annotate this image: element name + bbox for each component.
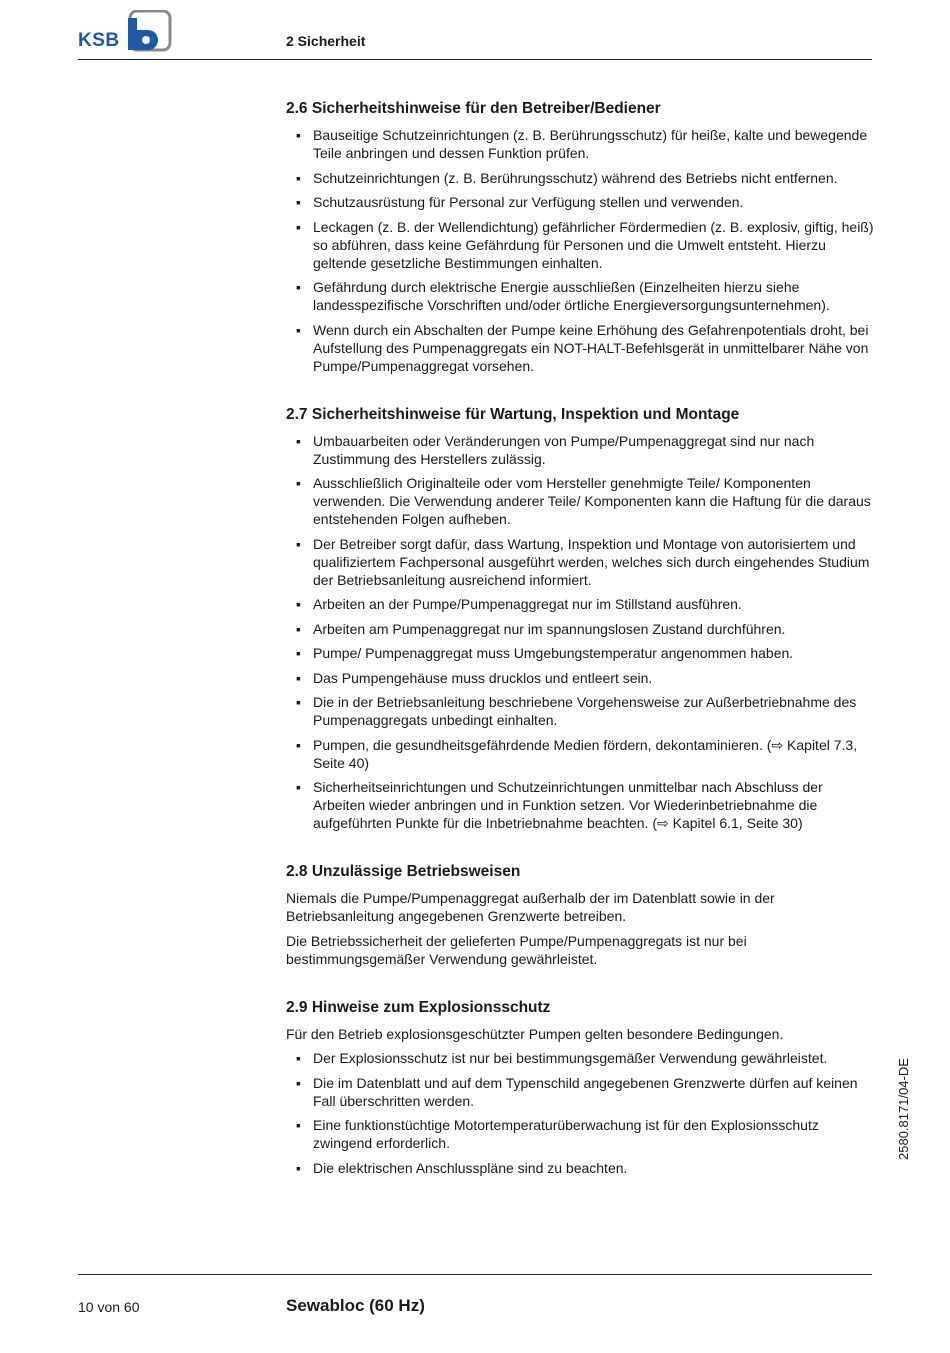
- list-item: ▪ Arbeiten an der Pumpe/Pumpenaggregat nur im Stillstand ausführen.: [296, 596, 742, 612]
- bullet-list: [286, 432, 874, 833]
- bullet-icon: ▪: [296, 1117, 301, 1133]
- list-item: ▪ Schutzausrüstung für Personal zur Verfügung stellen und verwenden.: [296, 194, 744, 210]
- section-2-6: [286, 98, 874, 375]
- section-2-7: [286, 404, 874, 833]
- ksb-logo: [78, 10, 173, 52]
- bullet-list: [286, 1049, 874, 1177]
- bullet-icon: ▪: [296, 127, 301, 143]
- bullet-icon: ▪: [296, 736, 301, 753]
- bullet-icon: ▪: [296, 1050, 301, 1066]
- list-item: ▪ Bauseitige Schutzeinrichtungen (z. B. Berührungsschutz) für heiße, kalte und bewegende Teile anbringen und dessen Funktion prüfen.: [296, 127, 868, 161]
- section-heading: 2.7 Sicherheitshinweise für Wartung, Inspektion und Montage: [286, 405, 740, 423]
- bullet-icon: ▪: [296, 321, 301, 338]
- bullet-icon: ▪: [296, 1159, 301, 1176]
- list-item: ▪ Wenn durch ein Abschalten der Pumpe keine Erhöhung des Gefahrenpotentials droht, bei Aufstellung des Pumpenaggregats ein NOT-HALT-Befehlsgerät in unmittelbarer Nähe von Pumpe/Pumpenaggregat vorsehen.: [296, 321, 869, 374]
- list-item: ▪ Pumpe/ Pumpenaggregat muss Umgebungstemperatur angenommen haben.: [296, 645, 794, 661]
- list-item: ▪ Die elektrischen Anschlusspläne sind zu beachten.: [296, 1159, 628, 1176]
- paragraph: Die Betriebssicherheit der gelieferten Pumpe/Pumpenaggregats ist nur bei bestimmungsgemäßer Verwendung gewährleistet.: [286, 932, 747, 967]
- bullet-icon: ▪: [296, 169, 301, 186]
- footer-divider: [78, 1274, 872, 1275]
- list-item: ▪ Der Explosionsschutz ist nur bei bestimmungsgemäßer Verwendung gewährleistet.: [296, 1050, 828, 1066]
- list-item: ▪ Umbauarbeiten oder Veränderungen von Pumpe/Pumpenaggregat sind nur nach Zustimmung des Herstellers zulässig.: [296, 432, 815, 467]
- bullet-icon: ▪: [296, 779, 301, 795]
- list-item: ▪ Gefährdung durch elektrische Energie ausschließen (Einzelheiten hierzu siehe landesspezifische Vorschriften und/oder örtliche Energieversorgungsunternehmen).: [296, 279, 830, 313]
- bullet-icon: ▪: [296, 194, 301, 210]
- list-item: ▪ Der Betreiber sorgt dafür, dass Wartung, Inspektion und Montage von autorisiertem und qualifiziertem Fachpersonal ausgeführt werden, welches sich durch eingehendes Studium der Betriebsanleitung ausreichend informiert.: [296, 535, 870, 588]
- bullet-icon: ▪: [296, 694, 301, 710]
- list-item: ▪ Eine funktionstüchtige Motortemperaturüberwachung ist für den Explosionsschutz zwingend erforderlich.: [296, 1117, 819, 1151]
- list-item: ▪ Arbeiten am Pumpenaggregat nur im spannungslosen Zustand durchführen.: [296, 620, 786, 637]
- bullet-icon: ▪: [296, 620, 301, 637]
- page-number: 10 von 60: [78, 1299, 140, 1315]
- document-code: 2580.8171/04-DE: [896, 1058, 911, 1160]
- list-item: ▪ Die im Datenblatt und auf dem Typenschild angegebenen Grenzwerte dürfen auf keinen Fall überschritten werden.: [296, 1074, 858, 1109]
- list-item: ▪ Pumpen, die gesundheitsgefährdende Medien fördern, dekontaminieren. (⇨ Kapitel 7.3, Seite 40): [296, 736, 858, 771]
- bullet-icon: ▪: [296, 535, 301, 552]
- list-item: ▪ Schutzeinrichtungen (z. B. Berührungsschutz) während des Betriebs nicht entfernen.: [296, 169, 838, 186]
- document-title: Sewabloc (60 Hz): [286, 1296, 425, 1315]
- bullet-icon: ▪: [296, 1074, 301, 1091]
- bullet-icon: ▪: [296, 432, 301, 449]
- list-item: ▪ Sicherheitseinrichtungen und Schutzeinrichtungen unmittelbar nach Abschluss der Arbeiten wieder anbringen und in Funktion setzen. Vor Wiederinbetriebnahme die aufgeführten Punkte für die Inbetriebnahme beachten. (⇨ Kapitel 6.1, Seite 30): [296, 779, 823, 831]
- bullet-icon: ▪: [296, 475, 301, 491]
- list-item: ▪ Ausschließlich Originalteile oder vom Hersteller genehmigte Teile/ Komponenten verwenden. Die Verwendung anderer Teile/ Komponenten kann die Haftung für die daraus entstehenden Folgen aufheben.: [296, 475, 871, 527]
- bullet-icon: ▪: [296, 596, 301, 612]
- bullet-icon: ▪: [296, 279, 301, 295]
- logo-text: KSB: [78, 30, 120, 51]
- list-item: ▪ Die in der Betriebsanleitung beschriebene Vorgehensweise zur Außerbetriebnahme des Pumpenaggregats unbedingt einhalten.: [296, 694, 857, 728]
- list-item: ▪ Das Pumpengehäuse muss drucklos und entleert sein.: [296, 669, 653, 686]
- section-2-9: [286, 997, 874, 1177]
- paragraph: Für den Betrieb explosionsgeschützter Pumpen gelten besondere Bedingungen.: [286, 1025, 784, 1042]
- header-divider: [78, 59, 872, 60]
- paragraph: Niemals die Pumpe/Pumpenaggregat außerhalb der im Datenblatt sowie in der Betriebsanleitung angegebenen Grenzwerte betreiben.: [286, 890, 775, 924]
- section-heading: 2.9 Hinweise zum Explosionsschutz: [286, 998, 551, 1016]
- list-item: ▪ Leckagen (z. B. der Wellendichtung) gefährlicher Fördermedien (z. B. explosiv, giftig, heiß) so abführen, dass keine Gefährdung für Personen und die Umwelt entsteht. Hierzu geltende gesetzliche Bestimmungen einhalten.: [296, 218, 874, 271]
- bullet-icon: ▪: [296, 645, 301, 661]
- header-section-title: 2 Sicherheit: [286, 33, 366, 49]
- main-content: [286, 98, 874, 1206]
- section-heading: 2.6 Sicherheitshinweise für den Betreiber/Bediener: [286, 100, 661, 117]
- section-2-8: [286, 861, 874, 968]
- bullet-icon: ▪: [296, 218, 301, 235]
- bullet-list: [286, 126, 874, 375]
- section-heading: 2.8 Unzulässige Betriebsweisen: [286, 863, 521, 880]
- bullet-icon: ▪: [296, 669, 301, 686]
- ksb-logo-mark-icon: [126, 10, 172, 52]
